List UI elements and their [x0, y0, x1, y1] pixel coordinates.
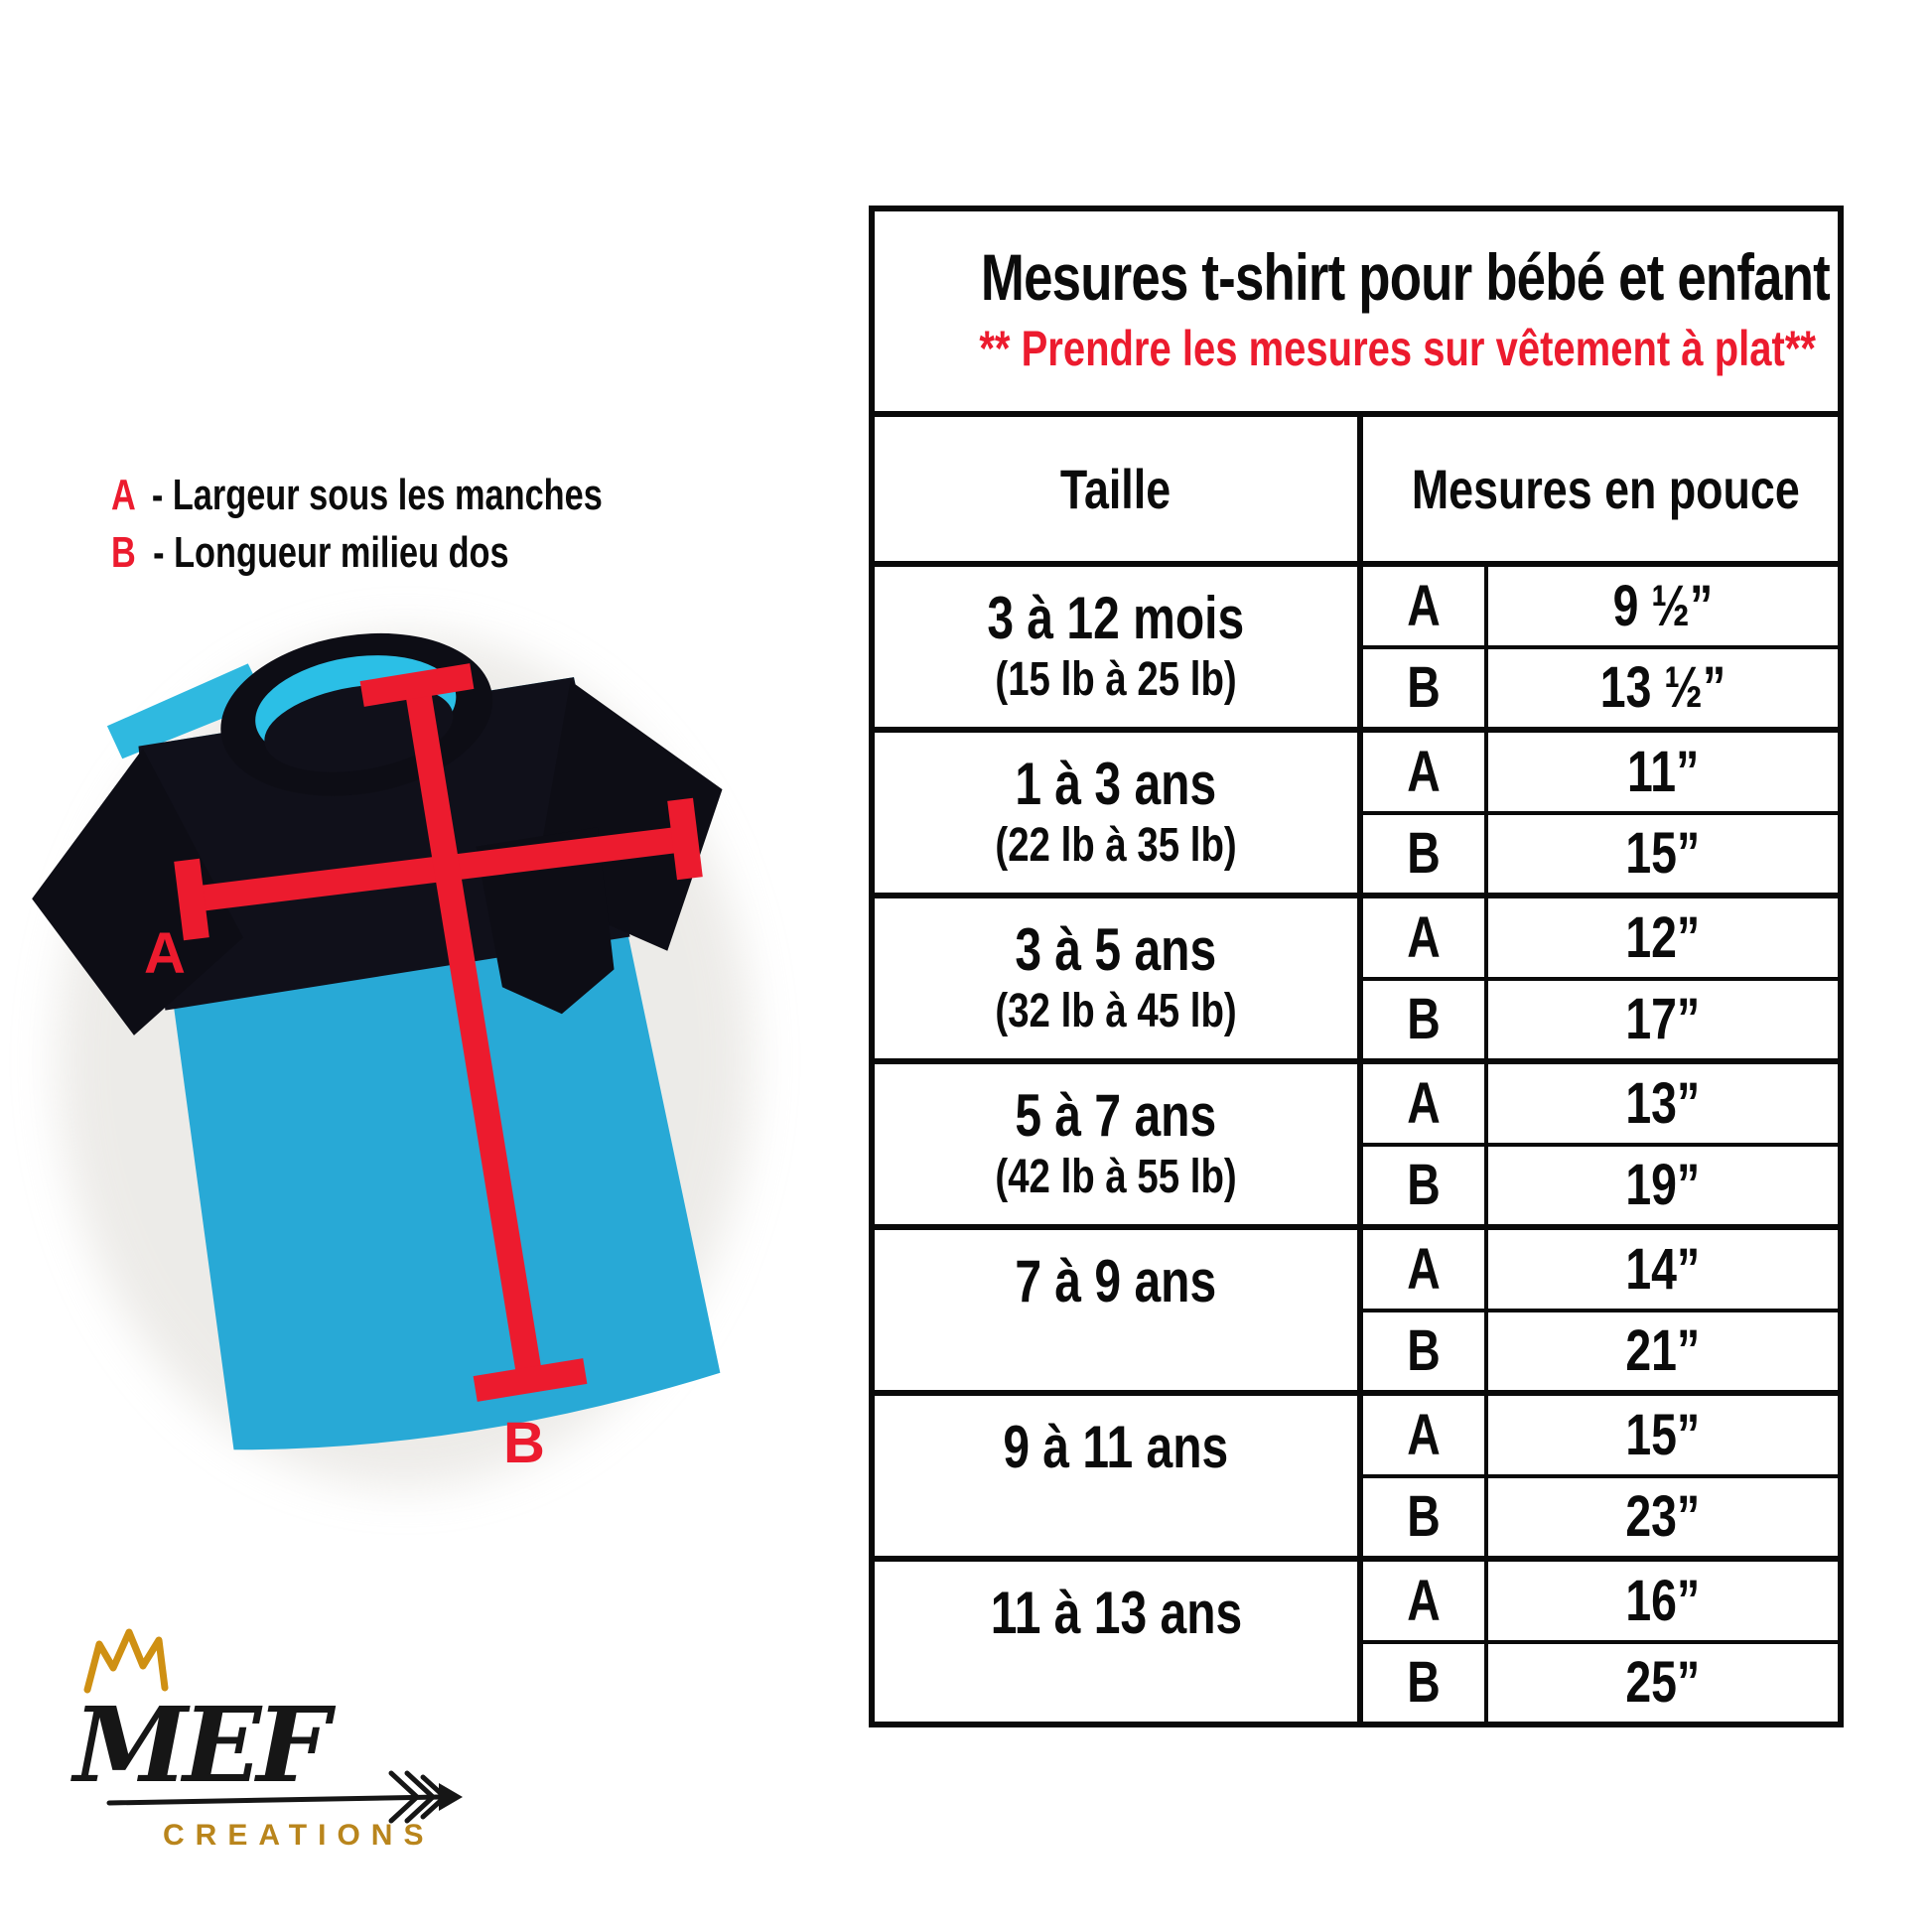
table-row: [875, 567, 1838, 733]
size-label: 3 à 12 mois: [987, 584, 1245, 651]
measure-letter-cell: B: [1363, 981, 1488, 1059]
size-cell: [875, 1230, 1363, 1390]
size-cell: [875, 733, 1363, 893]
table-subtitle: ** Prendre les mesures sur vêtement à plat**: [979, 321, 1816, 376]
measure-value-cell: 13 ½”: [1599, 655, 1726, 721]
measure-letter-cell: B: [1363, 1644, 1488, 1723]
logo-script: MEF: [73, 1684, 326, 1806]
table-rows: [875, 567, 1838, 1722]
size-cell: [875, 1064, 1363, 1224]
size-label: 3 à 5 ans: [1015, 915, 1217, 983]
measure-value-cell: 15”: [1625, 821, 1701, 887]
size-cell: [875, 567, 1363, 727]
measure-value-cell: 17”: [1625, 987, 1701, 1052]
size-cell: [875, 1396, 1363, 1556]
legend-text-a: - Largeur sous les manches: [151, 471, 603, 519]
tshirt-photo: [8, 544, 802, 1537]
size-weight: (22 lb à 35 lb): [995, 818, 1237, 872]
measure-value-cell: 21”: [1625, 1318, 1701, 1384]
measure-letter-cell: B: [1363, 1312, 1488, 1391]
measure-letter-cell: B: [1363, 1147, 1488, 1225]
legend-key-b: B: [111, 528, 136, 577]
size-label: 5 à 7 ans: [1015, 1081, 1217, 1149]
brand-logo-svg: [48, 1610, 484, 1898]
measure-value-cell: 15”: [1625, 1402, 1701, 1467]
brand-logo: [48, 1610, 484, 1898]
measure-value-cell: 25”: [1625, 1650, 1701, 1716]
measure-value-cell: 19”: [1625, 1153, 1701, 1218]
measure-value-cell: 23”: [1625, 1484, 1701, 1550]
size-label: 1 à 3 ans: [1015, 750, 1217, 817]
table-title: Mesures t-shirt pour bébé et enfant: [980, 240, 1830, 314]
measure-letter-cell: B: [1363, 649, 1488, 728]
measure-letter-cell: B: [1363, 815, 1488, 894]
tshirt-diagram: [8, 544, 802, 1537]
crown-icon: [87, 1632, 165, 1690]
table-row: [875, 1230, 1838, 1396]
measure-letter-cell: A: [1363, 898, 1488, 977]
table-row: [875, 898, 1838, 1064]
table-row: [875, 1562, 1838, 1722]
measure-value-cell: 12”: [1625, 904, 1701, 970]
measurement-label-a: A: [144, 921, 186, 986]
table-title-block: [875, 211, 1838, 417]
size-label: 11 à 13 ans: [990, 1579, 1242, 1646]
measure-letter-cell: A: [1363, 733, 1488, 811]
measure-value-cell: 14”: [1625, 1236, 1701, 1302]
size-weight: (42 lb à 55 lb): [995, 1150, 1237, 1203]
measure-letter-cell: A: [1363, 1396, 1488, 1474]
legend-text-b: - Longueur milieu dos: [153, 528, 509, 577]
table-row: [875, 1064, 1838, 1230]
measure-value-cell: 9 ½”: [1612, 573, 1714, 638]
size-weight: (32 lb à 45 lb): [995, 984, 1237, 1037]
table-row: [875, 1396, 1838, 1562]
column-header-taille: Taille: [875, 417, 1363, 561]
measure-value-cell: 11”: [1626, 739, 1700, 804]
legend-line-a: [111, 467, 741, 524]
size-cell: [875, 1562, 1363, 1722]
measurement-label-b: B: [503, 1411, 545, 1475]
column-header-mesures: Mesures en pouce: [1411, 458, 1800, 520]
size-weight: (15 lb à 25 lb): [995, 652, 1237, 706]
legend-key-a: A: [111, 471, 135, 519]
measure-letter-cell: A: [1363, 1562, 1488, 1640]
logo-subtext: CREATIONS: [163, 1819, 435, 1852]
table-row: [875, 733, 1838, 898]
size-cell: [875, 898, 1363, 1058]
size-label: 9 à 11 ans: [1003, 1413, 1229, 1480]
measure-letter-cell: A: [1363, 1230, 1488, 1309]
measure-letter-cell: A: [1363, 567, 1488, 645]
size-table: [869, 206, 1844, 1727]
measure-value-cell: 13”: [1625, 1070, 1701, 1136]
measure-letter-cell: B: [1363, 1478, 1488, 1557]
measure-value-cell: 16”: [1625, 1568, 1701, 1633]
table-header-row: [875, 417, 1838, 567]
size-label: 7 à 9 ans: [1015, 1247, 1217, 1314]
measure-letter-cell: A: [1363, 1064, 1488, 1143]
